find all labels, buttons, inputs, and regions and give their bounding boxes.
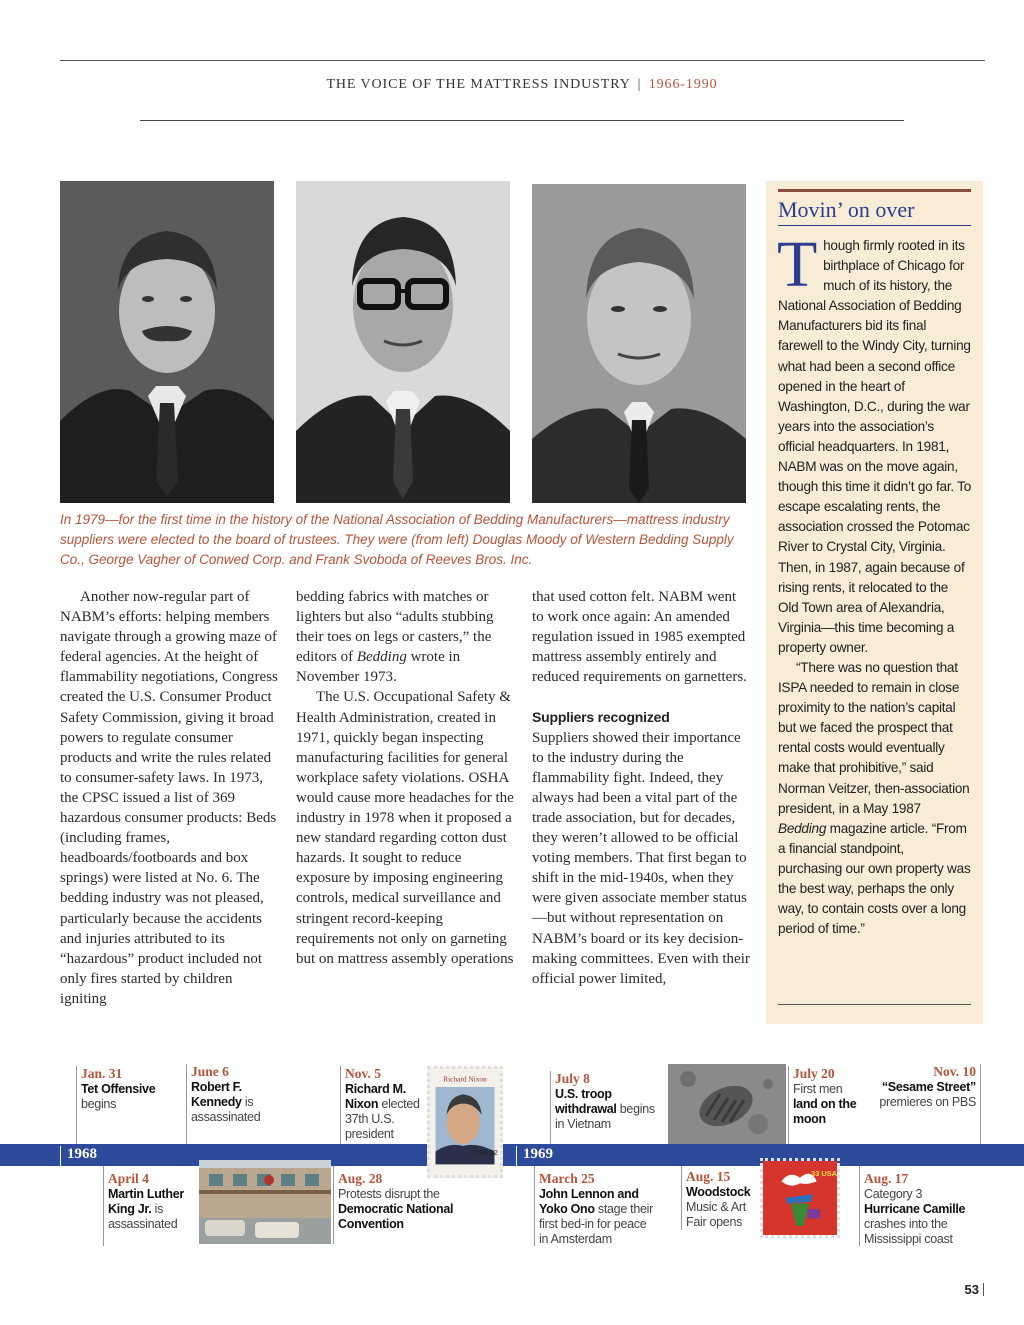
timeline-event bbox=[864, 1171, 979, 1247]
running-head-title: THE VOICE OF THE MATTRESS INDUSTRY bbox=[326, 77, 631, 92]
event-title: Democratic National Convention bbox=[338, 1202, 454, 1231]
timeline-event bbox=[539, 1171, 657, 1247]
body-column-3 bbox=[532, 587, 750, 989]
body-column-1 bbox=[60, 587, 278, 1009]
timeline-tick bbox=[550, 1071, 551, 1144]
timeline-year-1969: 1969 bbox=[516, 1146, 553, 1166]
timeline-event bbox=[191, 1064, 281, 1125]
timeline-event bbox=[108, 1171, 198, 1232]
event-date: June 6 bbox=[191, 1064, 229, 1079]
event-text: elected 37th U.S. president bbox=[345, 1097, 420, 1141]
woodstock-stamp-image bbox=[760, 1158, 840, 1238]
event-text: begins in Vietnam bbox=[555, 1102, 655, 1131]
timeline-tick bbox=[859, 1166, 860, 1246]
timeline-event bbox=[338, 1171, 468, 1232]
stamp-denomination: USA 32 bbox=[472, 1148, 498, 1158]
timeline-tick bbox=[76, 1066, 77, 1144]
sidebar-box bbox=[766, 181, 983, 1024]
timeline-event bbox=[868, 1064, 976, 1110]
event-date: March 25 bbox=[539, 1171, 595, 1186]
sidebar-body bbox=[777, 228, 972, 939]
body-text: bedding fabrics with matches or lighters but also “adults stubbing their toes on legs or casters,” the editors of bbox=[296, 589, 494, 666]
body-column-2 bbox=[296, 587, 514, 969]
sidebar-title: Movin’ on over bbox=[778, 197, 915, 222]
event-text: Protests disrupt the bbox=[338, 1187, 440, 1201]
top-rule bbox=[60, 60, 985, 61]
event-title: Woodstock bbox=[686, 1185, 751, 1199]
event-text: begins bbox=[81, 1097, 117, 1111]
event-date: Nov. 5 bbox=[345, 1066, 382, 1081]
timeline-event bbox=[345, 1066, 427, 1142]
stamp-label: Richard Nixon bbox=[443, 1074, 487, 1084]
event-title: Martin Luther King Jr. bbox=[108, 1187, 184, 1216]
timeline-band bbox=[0, 1144, 1024, 1166]
body-text: wrote in November 1973. bbox=[296, 649, 461, 686]
publication-name: Bedding bbox=[778, 820, 827, 836]
photo-caption: In 1979—for the first time in the history of the National Association of Bedding Manufacturers—mattress industry suppliers were elected to the board of trustees. They were (from left) Douglas Moody of Western Bedding Supply Co., George Vagher of Conwed Corp. and Frank Svoboda of Reeves Bros. Inc. bbox=[60, 512, 734, 567]
event-text: crashes into the Mississippi coast bbox=[864, 1217, 953, 1246]
timeline-tick bbox=[333, 1166, 334, 1244]
body-paragraph: The U.S. Occupational Safety & Health Administration, created in 1971, quickly began inspecting manufacturing facilities for general workplace safety violations. OSHA would cause more headaches for the industry in 1978 when it proposed a new standard regarding cotton dust hazards. It sought to reduce exposure by imposing engineering controls, medical surveillance and stringent record-keeping requirements not only on garneting but on mattress assembly operations bbox=[296, 689, 514, 967]
event-date: Aug. 28 bbox=[338, 1171, 383, 1186]
event-text: is assassinated bbox=[108, 1202, 178, 1231]
event-title: U.S. troop withdrawal bbox=[555, 1087, 617, 1116]
folio-rule bbox=[983, 1283, 984, 1296]
timeline-event bbox=[555, 1071, 660, 1132]
lorraine-motel-image bbox=[199, 1160, 331, 1244]
page-number bbox=[965, 1282, 984, 1297]
photo-portrait-frank-svoboda bbox=[532, 184, 746, 503]
event-title: John Lennon and Yoko Ono bbox=[539, 1187, 639, 1216]
body-paragraph: Suppliers showed their importance to the industry during the flammability fight. Indeed, they always had been a vital part of the trade association, but for decades, they weren’t allowed to be official voting members. That first began to shift in the mid-1940s, when they were given associate member status—but without representation on NABM’s board or its key decision-making committees. Even with their official power limited, bbox=[532, 729, 750, 987]
publication-name: Bedding bbox=[356, 649, 407, 666]
event-title: Robert F. Kennedy bbox=[191, 1080, 242, 1109]
event-text: stage their first bed-in for peace in Amsterdam bbox=[539, 1202, 653, 1246]
body-paragraph bbox=[296, 587, 514, 687]
timeline-tick bbox=[681, 1166, 682, 1230]
page-number-text: 53 bbox=[964, 1282, 979, 1297]
sidebar-paragraph bbox=[777, 228, 972, 658]
drop-cap: T bbox=[777, 228, 818, 301]
stamp-denomination: 33 USA bbox=[811, 1168, 837, 1178]
nixon-stamp-image bbox=[427, 1066, 503, 1178]
timeline-tick bbox=[980, 1064, 981, 1144]
event-text: Category 3 bbox=[864, 1187, 923, 1201]
timeline-event bbox=[686, 1169, 758, 1230]
timeline-tick bbox=[340, 1066, 341, 1144]
event-date: Aug. 17 bbox=[864, 1171, 909, 1186]
running-head-years: 1966-1990 bbox=[648, 77, 718, 92]
sidebar-paragraph bbox=[778, 658, 971, 939]
timeline-event bbox=[793, 1066, 868, 1127]
timeline-tick bbox=[534, 1166, 535, 1246]
sidebar-end-rule bbox=[778, 1004, 971, 1005]
header-rule bbox=[140, 120, 904, 121]
photo-portrait-george-vagher bbox=[296, 181, 510, 503]
event-date: July 8 bbox=[555, 1071, 590, 1086]
event-title: land on the moon bbox=[793, 1097, 857, 1126]
sidebar-top-bar bbox=[778, 189, 971, 192]
event-date: Nov. 10 bbox=[933, 1064, 976, 1079]
sidebar-text: “There was no question that ISPA needed to remain in close proximity to the nation’s capital but we faced the prospect that rental costs would eventually make that prohibitive,” said Norman Veitzer, then-association president, in a May 1987 bbox=[778, 659, 970, 816]
sidebar-text: hough firmly rooted in its birthplace of Chicago for much of its history, the National Association of Bedding Manufacturers bid its final farewell to the Windy City, turning what had been a second office opened in the heart of Washington, D.C., during the war years into the association’s official headquarters. In 1981, NABM was on the move again, though this time it didn’t go far. To escape escalating rents, the association crossed the Potomac River to Crystal City, Virginia. Then, in 1987, again because of rising rents, it relocated to the Old Town area of Alexandria, Virginia—this time becoming a property owner. bbox=[778, 238, 972, 655]
timeline-tick bbox=[186, 1064, 187, 1144]
event-title: Richard M. Nixon bbox=[345, 1082, 406, 1111]
timeline-tick bbox=[103, 1166, 104, 1246]
event-text: Music & Art Fair opens bbox=[686, 1200, 746, 1229]
event-date: July 20 bbox=[793, 1066, 835, 1081]
event-text: First men bbox=[793, 1082, 843, 1096]
event-date: Jan. 31 bbox=[81, 1066, 123, 1081]
sidebar-text: magazine article. “From a financial standpoint, purchasing our own property was the best way, perhaps the only way, to contain costs over a long period of time.” bbox=[778, 820, 971, 937]
timeline-event bbox=[81, 1066, 161, 1112]
sidebar-title-rule bbox=[778, 225, 971, 226]
event-text: is assassinated bbox=[191, 1095, 261, 1124]
event-title: Tet Offensive bbox=[81, 1082, 156, 1096]
moon-footprint-image bbox=[668, 1064, 786, 1144]
event-title: “Sesame Street” bbox=[881, 1080, 976, 1094]
photo-portrait-douglas-moody bbox=[60, 181, 274, 503]
running-head bbox=[0, 77, 1024, 93]
timeline-year-1968: 1968 bbox=[60, 1146, 97, 1166]
section-subhead: Suppliers recognized bbox=[532, 709, 670, 726]
body-paragraph: that used cotton felt. NABM went to work once again: An amended regulation issued in 1985 exempted mattress assembly entirely and reduced requirements on garnetters. bbox=[532, 589, 747, 686]
event-text: premieres on PBS bbox=[879, 1095, 976, 1109]
body-paragraph: Another now-regular part of NABM’s efforts: helping members navigate through a growing maze of federal agencies. At the height of flammability negotiations, Congress created the U.S. Consumer Product Safety Commission, giving it broad powers to regulate consumer products and write the rules related to consumer-safety laws. In 1973, the CPSC issued a list of 369 hazardous consumer products: Beds (including frames, headboards/footboards and box springs) were listed at No. 6. The bedding industry was not pleased, particularly because the accidents and injuries attributed to its “hazardous” product included not only fires started by children igniting bbox=[60, 589, 278, 1007]
event-date: Aug. 15 bbox=[686, 1169, 731, 1184]
timeline-tick bbox=[788, 1066, 789, 1144]
event-date: April 4 bbox=[108, 1171, 149, 1186]
event-title: Hurricane Camille bbox=[864, 1202, 966, 1216]
running-head-separator: | bbox=[637, 77, 642, 92]
